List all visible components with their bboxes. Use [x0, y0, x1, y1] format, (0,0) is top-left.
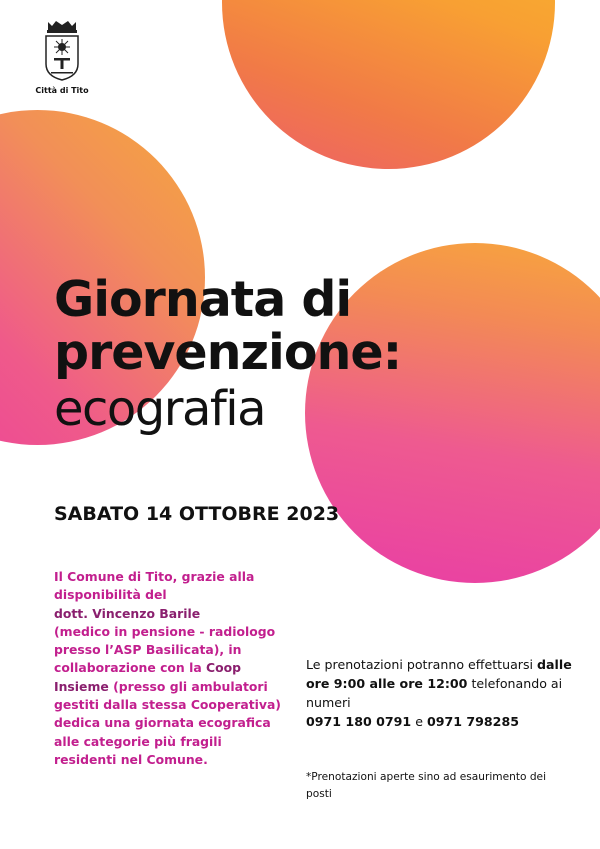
description-intro: Il Comune di Tito, grazie alla disponibilità del: [54, 569, 255, 603]
booking-info: [306, 655, 576, 731]
booking-note: *Prenotazioni aperte sino ad esaurimento dei posti: [306, 771, 547, 800]
title-line-2: prevenzione:: [54, 324, 402, 381]
page-title: [54, 273, 534, 439]
decorative-circle-top: [222, 0, 555, 169]
booking-conjunction: e: [415, 714, 423, 729]
coop-name: Coop Insieme: [54, 660, 242, 694]
event-date: SABATO 14 OTTOBRE 2023: [54, 503, 340, 525]
description-middle: (medico in pensione - radiologo presso l’ASP Basilicata), in collaborazione con la: [54, 623, 276, 676]
doctor-name: dott. Vincenzo Barile: [54, 605, 201, 621]
phone-number-1: 0971 180 0791: [306, 714, 412, 729]
description-end: (presso gli ambulatori gestiti dalla stessa Cooperativa) dedica una giornata ecografica alle categorie più fragili residenti nel Comune.: [54, 678, 281, 767]
city-crest-icon: [34, 20, 90, 82]
booking-hours: dalle ore 9:00 alle ore 12:00: [306, 657, 572, 691]
city-name: Città di Tito: [35, 86, 89, 95]
title-subtitle: ecografia: [54, 381, 266, 437]
booking-text-2: telefonando ai numeri: [306, 676, 563, 710]
phone-number-2: 0971 798285: [426, 714, 519, 729]
description: [54, 568, 284, 769]
booking-text: Le prenotazioni potranno effettuarsi: [306, 657, 534, 672]
title-line-1: Giornata di: [54, 271, 352, 328]
